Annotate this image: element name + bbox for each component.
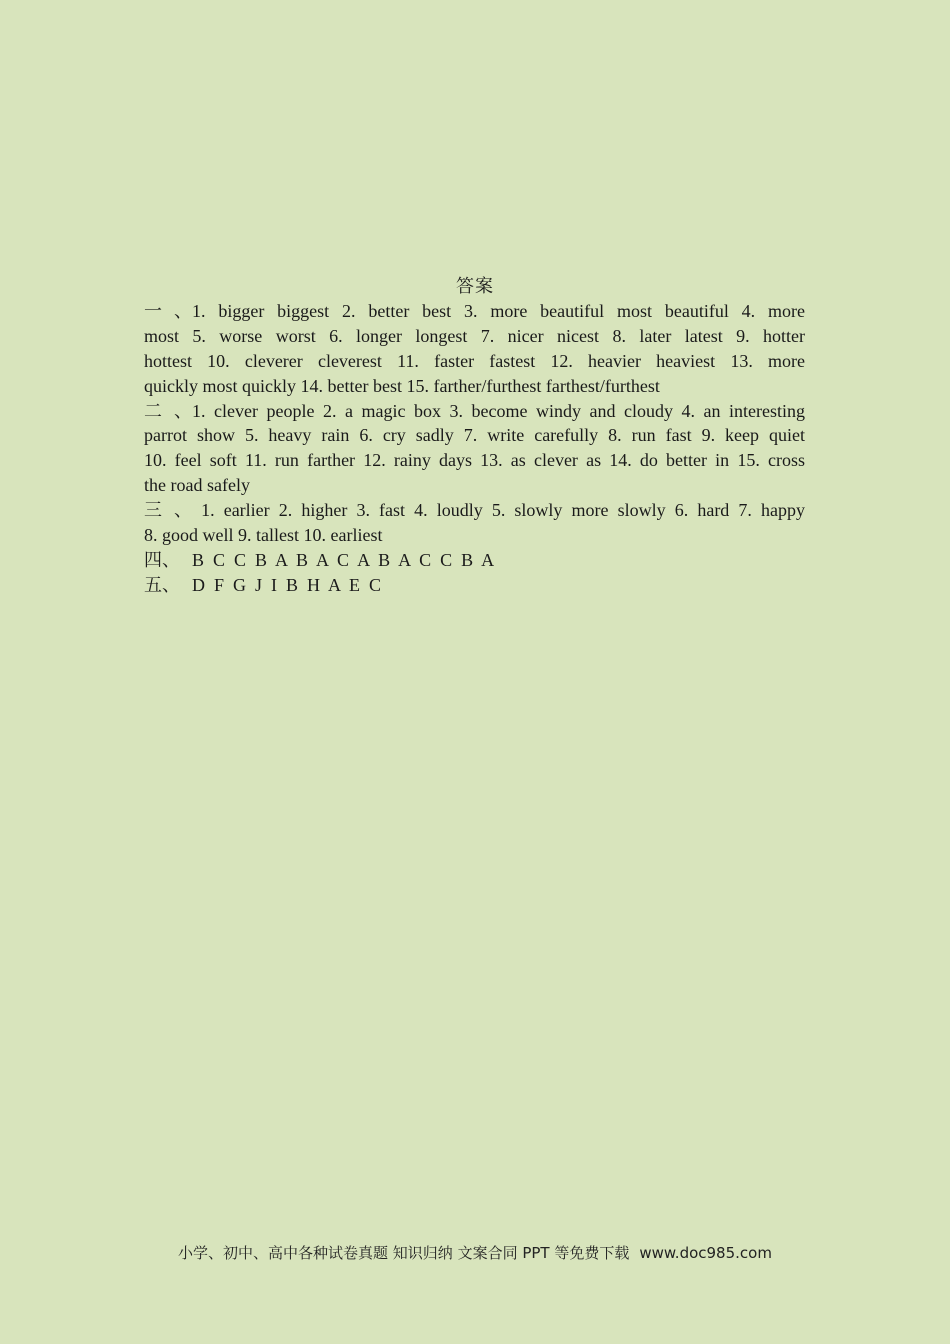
page-footer	[0, 1243, 950, 1263]
section-2-line-4: the road safely	[144, 475, 250, 496]
section-1-line-3: hottest 10. cleverer cleverest 11. faster fastest 12. heavier heaviest 13. more	[144, 350, 805, 371]
footer-text: 小学、初中、高中各种试卷真题 知识归纳 文案合同 PPT 等免费下载	[178, 1244, 630, 1262]
section-2-mark: 二、	[144, 400, 192, 421]
section-1-mark: 一、	[144, 301, 192, 321]
section-5-line	[144, 573, 805, 598]
page-title: 答案	[456, 276, 494, 296]
section-2-text: 1. clever people 2. a magic box 3. become windy and cloudy 4. an interesting	[192, 400, 805, 421]
section-1-line-4: quickly most quickly 14. better best 15. farther/furthest farthest/furthest	[144, 375, 660, 396]
section-3-text: 1. earlier 2. higher 3. fast 4. loudly 5. slowly more slowly 6. hard 7. happy	[192, 500, 805, 521]
section-3-mark: 三、	[144, 500, 192, 521]
footer-url[interactable]: www.doc985.com	[639, 1244, 772, 1262]
section-1-line-2: most 5. worse worst 6. longer longest 7. nicer nicest 8. later latest 9. hotter	[144, 325, 805, 346]
section-4-answers: B C C B A B A C A B A C C B A	[192, 549, 495, 570]
answer-content	[144, 299, 805, 598]
section-1-line-1	[144, 299, 805, 324]
section-5-mark: 五、	[144, 574, 180, 595]
section-4-mark: 四、	[144, 549, 180, 570]
section-5-answers: D F G J I B H A E C	[192, 574, 382, 595]
section-2-line-2: parrot show 5. heavy rain 6. cry sadly 7. write carefully 8. run fast 9. keep quiet	[144, 425, 805, 446]
section-1-text: 1. bigger biggest 2. better best 3. more beautiful most beautiful 4. more	[192, 301, 805, 321]
section-4-line	[144, 548, 805, 573]
section-2-line-1	[144, 399, 805, 424]
section-3-line-2: 8. good well 9. tallest 10. earliest	[144, 525, 383, 546]
section-2-line-3: 10. feel soft 11. run farther 12. rainy days 13. as clever as 14. do better in 15. cross	[144, 450, 805, 471]
section-3-line-1	[144, 498, 805, 523]
